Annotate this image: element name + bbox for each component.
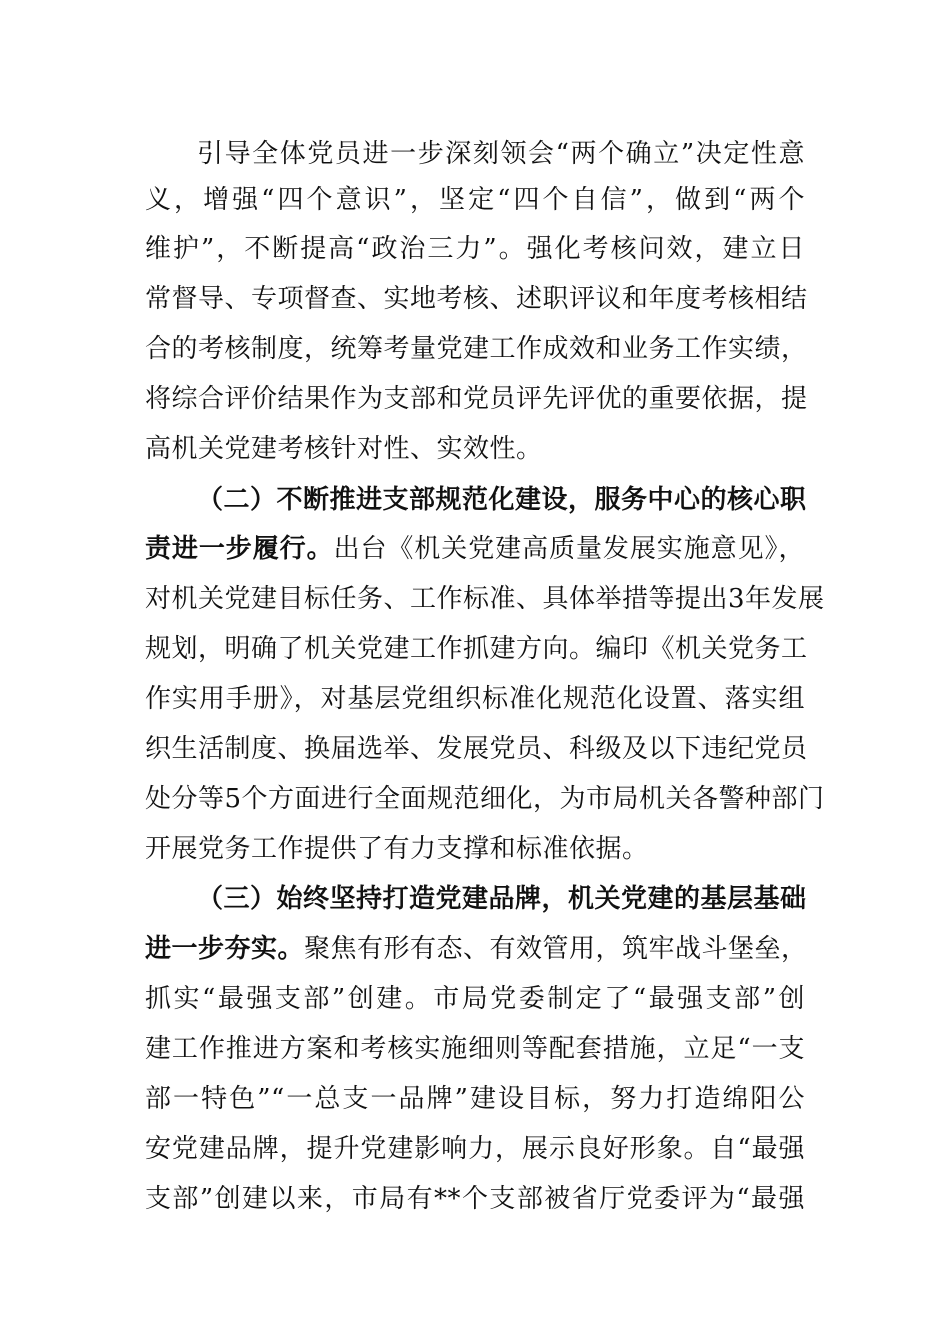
section-heading-end: 责进一步履行。 [145, 534, 334, 564]
paragraph-1-line-5: 合的考核制度，统筹考量党建工作成效和业务工作实绩， [145, 334, 808, 364]
paragraph-3-line-2: 进一步夯实。聚焦有形有态、有效管用，筑牢战斗堡垒， [145, 934, 808, 964]
paragraph-2-line-1 [197, 475, 805, 525]
paragraph-3-line-6: 安党建品牌，提升党建影响力，展示良好形象。自“最强 [145, 1134, 805, 1164]
paragraph-1-line-4: 常督导、专项督查、实地考核、述职评议和年度考核相结 [145, 284, 808, 314]
paragraph-1-line-6: 将综合评价结果作为支部和党员评先评优的重要依据，提 [145, 384, 808, 414]
section-heading-end: 进一步夯实。 [145, 934, 305, 964]
paragraph-2-line-3: 对机关党建目标任务、工作标准、具体举措等提出3年发展 [145, 584, 825, 614]
paragraph-2-line-2: 责进一步履行。出台《机关党建高质量发展实施意见》， [145, 534, 805, 564]
paragraph-3-line-1 [197, 874, 805, 924]
paragraph-2-line-7: 处分等5个方面进行全面规范细化，为市局机关各警种部门 [145, 784, 825, 814]
paragraph-1-line-7: 高机关党建考核针对性、实效性。 [145, 434, 543, 464]
paragraph-1-line-1: 引导全体党员进一步深刻领会“两个确立”决定性意 [197, 139, 805, 169]
section-heading: （二）不断推进支部规范化建设，服务中心的核心职 [197, 485, 807, 515]
paragraph-2-line-8: 开展党务工作提供了有力支撑和标准依据。 [145, 834, 649, 864]
paragraph-3-line-7: 支部”创建以来，市局有**个支部被省厅党委评为“最强 [145, 1184, 805, 1214]
paragraph-2-line-5: 作实用手册》，对基层党组织标准化规范化设置、落实组 [145, 684, 805, 714]
section-heading: （三）始终坚持打造党建品牌，机关党建的基层基础 [197, 884, 807, 914]
paragraph-3-line-5: 部一特色”“一总支一品牌”建设目标，努力打造绵阳公 [145, 1084, 805, 1114]
paragraph-3-line-4: 建工作推进方案和考核实施细则等配套措施，立足“一支 [145, 1034, 805, 1064]
paragraph-3-line-3: 抓实“最强支部”创建。市局党委制定了“最强支部”创 [145, 984, 805, 1014]
paragraph-1-line-3: 维护”，不断提高“政治三力”。强化考核问效，建立日 [145, 234, 805, 264]
paragraph-2-line-6: 织生活制度、换届选举、发展党员、科级及以下违纪党员 [145, 734, 808, 764]
paragraph-2-line-4: 规划，明确了机关党建工作抓建方向。编印《机关党务工 [145, 634, 808, 664]
paragraph-1-line-2: 义，增强“四个意识”，坚定“四个自信”，做到“两个 [145, 185, 805, 215]
